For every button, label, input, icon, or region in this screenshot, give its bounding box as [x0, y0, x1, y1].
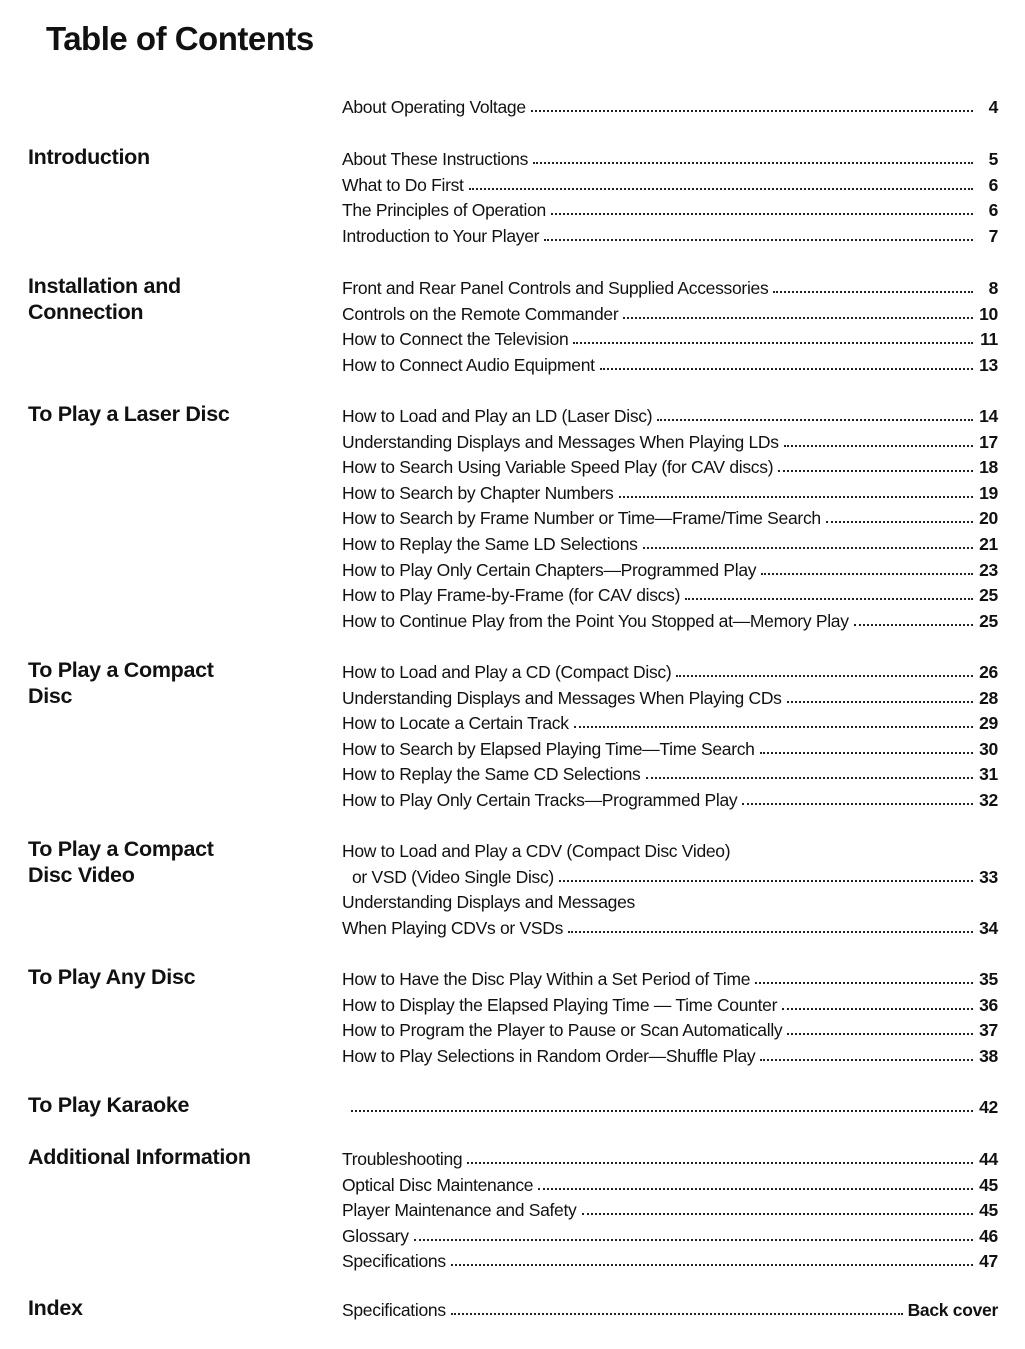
toc-entry[interactable] — [342, 788, 998, 814]
dot-leader — [742, 798, 973, 805]
dot-leader — [784, 440, 973, 447]
entry-title: Understanding Displays and Messages When Playing LDs — [342, 431, 779, 452]
toc-entry[interactable] — [342, 173, 998, 199]
dot-leader — [623, 312, 973, 319]
entry-list — [342, 95, 998, 121]
page-number: 45 — [979, 1174, 998, 1195]
toc-entry[interactable] — [342, 762, 998, 788]
entry-title: How to Load and Play a CD (Compact Disc) — [342, 662, 672, 682]
dot-leader — [676, 670, 973, 677]
entry-title: When Playing CDVs or VSDs — [342, 917, 564, 938]
page-number: 44 — [979, 1149, 998, 1169]
toc-entry[interactable] — [342, 609, 998, 635]
toc-entry[interactable] — [342, 1173, 998, 1199]
entry-list — [342, 1095, 998, 1121]
toc-entry[interactable] — [342, 430, 998, 456]
dot-leader — [787, 1028, 973, 1035]
entry-title: How to Search by Frame Number or Time—Frame/Time Search — [342, 508, 821, 529]
page-number: 7 — [988, 225, 998, 246]
toc-entry[interactable] — [342, 1095, 998, 1121]
section-heading: To Play Karaoke — [28, 1093, 190, 1117]
entry-title: or VSD (Video Single Disc) — [352, 866, 554, 887]
toc-entry[interactable] — [342, 95, 998, 121]
section-heading: To Play a Compact Disc — [28, 658, 214, 708]
dot-leader — [643, 542, 973, 549]
page-number: 36 — [979, 994, 998, 1015]
dot-leader — [451, 1308, 903, 1315]
toc-entry[interactable] — [342, 327, 998, 353]
entry-title: Optical Disc Maintenance — [342, 1174, 534, 1195]
dot-leader — [451, 1259, 973, 1266]
page-number: 5 — [988, 149, 998, 169]
entry-title: Front and Rear Panel Controls and Supplied Accessories — [342, 278, 769, 298]
toc-entry[interactable] — [342, 583, 998, 609]
page-number: 6 — [988, 174, 998, 195]
dot-leader — [582, 1208, 973, 1215]
toc-entry[interactable] — [342, 404, 998, 430]
section-heading: To Play Any Disc — [28, 965, 196, 989]
entry-title: Understanding Displays and Messages — [342, 892, 635, 913]
toc-entry[interactable] — [342, 276, 998, 302]
page-number: 10 — [979, 303, 998, 324]
page-number: 18 — [979, 457, 998, 478]
page-number: 38 — [979, 1045, 998, 1066]
page-number: 6 — [988, 200, 998, 221]
toc-entry[interactable] — [342, 506, 998, 532]
page-title: Table of Contents — [46, 20, 314, 57]
entry-title: How to Play Selections in Random Order—Shuffle Play — [342, 1045, 756, 1066]
toc-entry[interactable] — [342, 916, 998, 942]
toc-entry[interactable] — [342, 967, 998, 993]
toc-entry[interactable] — [342, 890, 998, 916]
entry-title: How to Continue Play from the Point You Stopped at—Memory Play — [342, 610, 849, 631]
dot-leader — [778, 465, 973, 472]
dot-leader — [600, 363, 973, 370]
dot-leader — [469, 183, 973, 190]
entry-title: The Principles of Operation — [342, 200, 546, 221]
entry-title: How to Connect the Television — [342, 329, 569, 350]
section-heading: Installation and Connection — [28, 274, 181, 324]
dot-leader — [544, 234, 973, 241]
page-number: 25 — [979, 585, 998, 606]
page-number: 14 — [979, 406, 998, 426]
entry-title: How to Locate a Certain Track — [342, 713, 569, 734]
toc-entry[interactable] — [342, 686, 998, 712]
dot-leader — [568, 926, 973, 933]
page-number: 34 — [979, 917, 998, 938]
page-number: 20 — [979, 508, 998, 529]
entry-title: Introduction to Your Player — [342, 225, 540, 246]
toc-entry[interactable] — [342, 1249, 998, 1275]
entry-title: How to Program the Player to Pause or Scan Automatically — [342, 1020, 783, 1041]
page-number: 13 — [979, 354, 998, 375]
dot-leader — [573, 337, 973, 344]
dot-leader — [826, 516, 973, 523]
section-heading: To Play a Compact Disc Video — [28, 837, 214, 887]
page-number: 33 — [979, 866, 998, 887]
page-number: 19 — [979, 482, 998, 503]
toc-entry[interactable] — [342, 558, 998, 584]
entry-title: About These Instructions — [342, 149, 529, 169]
entry-list — [342, 276, 998, 378]
dot-leader — [551, 208, 973, 215]
section-heading: To Play a Laser Disc — [28, 402, 230, 426]
page-number: 29 — [979, 713, 998, 734]
toc-entry[interactable] — [342, 353, 998, 379]
entry-title: Understanding Displays and Messages When Playing CDs — [342, 687, 782, 708]
page-number: 35 — [979, 969, 998, 989]
entry-list — [342, 967, 998, 1069]
dot-leader — [646, 772, 973, 779]
toc-entry[interactable] — [342, 993, 998, 1019]
entry-title: How to Search by Chapter Numbers — [342, 482, 614, 503]
page-number: 30 — [979, 738, 998, 759]
toc-entry[interactable] — [342, 532, 998, 558]
toc-entry[interactable] — [342, 198, 998, 224]
dot-leader — [760, 747, 973, 754]
toc-entry[interactable] — [342, 455, 998, 481]
page-number: Back cover — [907, 1300, 998, 1320]
entry-title: How to Play Only Certain Tracks—Programmed Play — [342, 789, 738, 810]
dot-leader — [657, 414, 973, 421]
page-number: 26 — [979, 662, 998, 682]
entry-title: Specifications — [342, 1300, 446, 1320]
page-number: 17 — [979, 431, 998, 452]
entry-title: How to Display the Elapsed Playing Time — Time Counter — [342, 994, 778, 1015]
entry-title: How to Search by Elapsed Playing Time—Time Search — [342, 738, 755, 759]
toc-entry[interactable] — [342, 481, 998, 507]
toc-entry[interactable] — [342, 302, 998, 328]
dot-leader — [854, 619, 973, 626]
dot-leader — [755, 977, 973, 984]
entry-list — [342, 660, 998, 814]
entry-list — [342, 1147, 998, 1275]
page-number: 45 — [979, 1200, 998, 1221]
entry-title: Controls on the Remote Commander — [342, 303, 619, 324]
entry-title: How to Play Frame-by-Frame (for CAV discs) — [342, 585, 681, 606]
entry-list — [342, 404, 998, 634]
page-number: 11 — [980, 329, 998, 350]
page-number: 28 — [979, 687, 998, 708]
dot-leader — [619, 491, 974, 498]
entry-title: How to Load and Play a CDV (Compact Disc Video) — [342, 841, 731, 861]
page-number: 32 — [979, 789, 998, 810]
dot-leader — [533, 157, 973, 164]
entry-list — [342, 147, 998, 249]
dot-leader — [760, 1054, 973, 1061]
page-number: 46 — [979, 1225, 998, 1246]
entry-title: How to Load and Play an LD (Laser Disc) — [342, 406, 653, 426]
toc-entry[interactable] — [342, 711, 998, 737]
toc-entry[interactable] — [342, 1044, 998, 1070]
toc-entry[interactable] — [342, 1147, 998, 1173]
page-number: 37 — [979, 1020, 998, 1041]
page-number: 31 — [979, 764, 998, 785]
toc-entry[interactable] — [342, 224, 998, 250]
entry-title: How to Play Only Certain Chapters—Programmed Play — [342, 559, 757, 580]
entry-title: Specifications — [342, 1251, 446, 1272]
section-heading: Index — [28, 1296, 83, 1320]
toc-entry[interactable] — [342, 147, 998, 173]
page-number: 8 — [988, 278, 998, 298]
dot-leader — [685, 593, 973, 600]
dot-leader — [782, 1003, 973, 1010]
section-heading: Introduction — [28, 145, 150, 169]
toc-entry[interactable] — [342, 1018, 998, 1044]
toc-entry[interactable] — [342, 1298, 998, 1324]
entry-title: How to Replay the Same CD Selections — [342, 764, 641, 785]
toc-entry[interactable] — [342, 1224, 998, 1250]
entry-title: How to Replay the Same LD Selections — [342, 533, 638, 554]
toc-entry[interactable] — [342, 865, 998, 891]
dot-leader — [574, 721, 973, 728]
entry-title: How to Have the Disc Play Within a Set Period of Time — [342, 969, 751, 989]
entry-title: Troubleshooting — [342, 1149, 463, 1169]
page-number: 23 — [979, 559, 998, 580]
dot-leader — [538, 1183, 973, 1190]
page-number: 25 — [979, 610, 998, 631]
dot-leader — [467, 1157, 973, 1164]
page-number: 21 — [979, 533, 998, 554]
dot-leader — [787, 696, 973, 703]
toc-entry[interactable] — [342, 660, 998, 686]
dot-leader — [531, 105, 973, 112]
toc-entry[interactable] — [342, 1198, 998, 1224]
entry-title: About Operating Voltage — [342, 97, 526, 117]
dot-leader — [559, 875, 973, 882]
dot-leader — [414, 1234, 973, 1241]
page-number: 4 — [988, 97, 998, 117]
entry-title: Player Maintenance and Safety — [342, 1200, 577, 1221]
dot-leader — [351, 1105, 973, 1112]
page-number: 42 — [979, 1097, 998, 1117]
toc-entry[interactable] — [342, 737, 998, 763]
dot-leader — [773, 286, 973, 293]
entry-title: What to Do First — [342, 174, 464, 195]
entry-title: Glossary — [342, 1225, 409, 1246]
dot-leader — [761, 568, 973, 575]
entry-title: How to Search Using Variable Speed Play (for CAV discs) — [342, 457, 774, 478]
page-number: 47 — [979, 1251, 998, 1272]
entry-list — [342, 839, 998, 941]
toc-entry[interactable] — [342, 839, 998, 865]
entry-title: How to Connect Audio Equipment — [342, 354, 595, 375]
entry-list — [342, 1298, 998, 1324]
section-heading: Additional Information — [28, 1145, 251, 1169]
